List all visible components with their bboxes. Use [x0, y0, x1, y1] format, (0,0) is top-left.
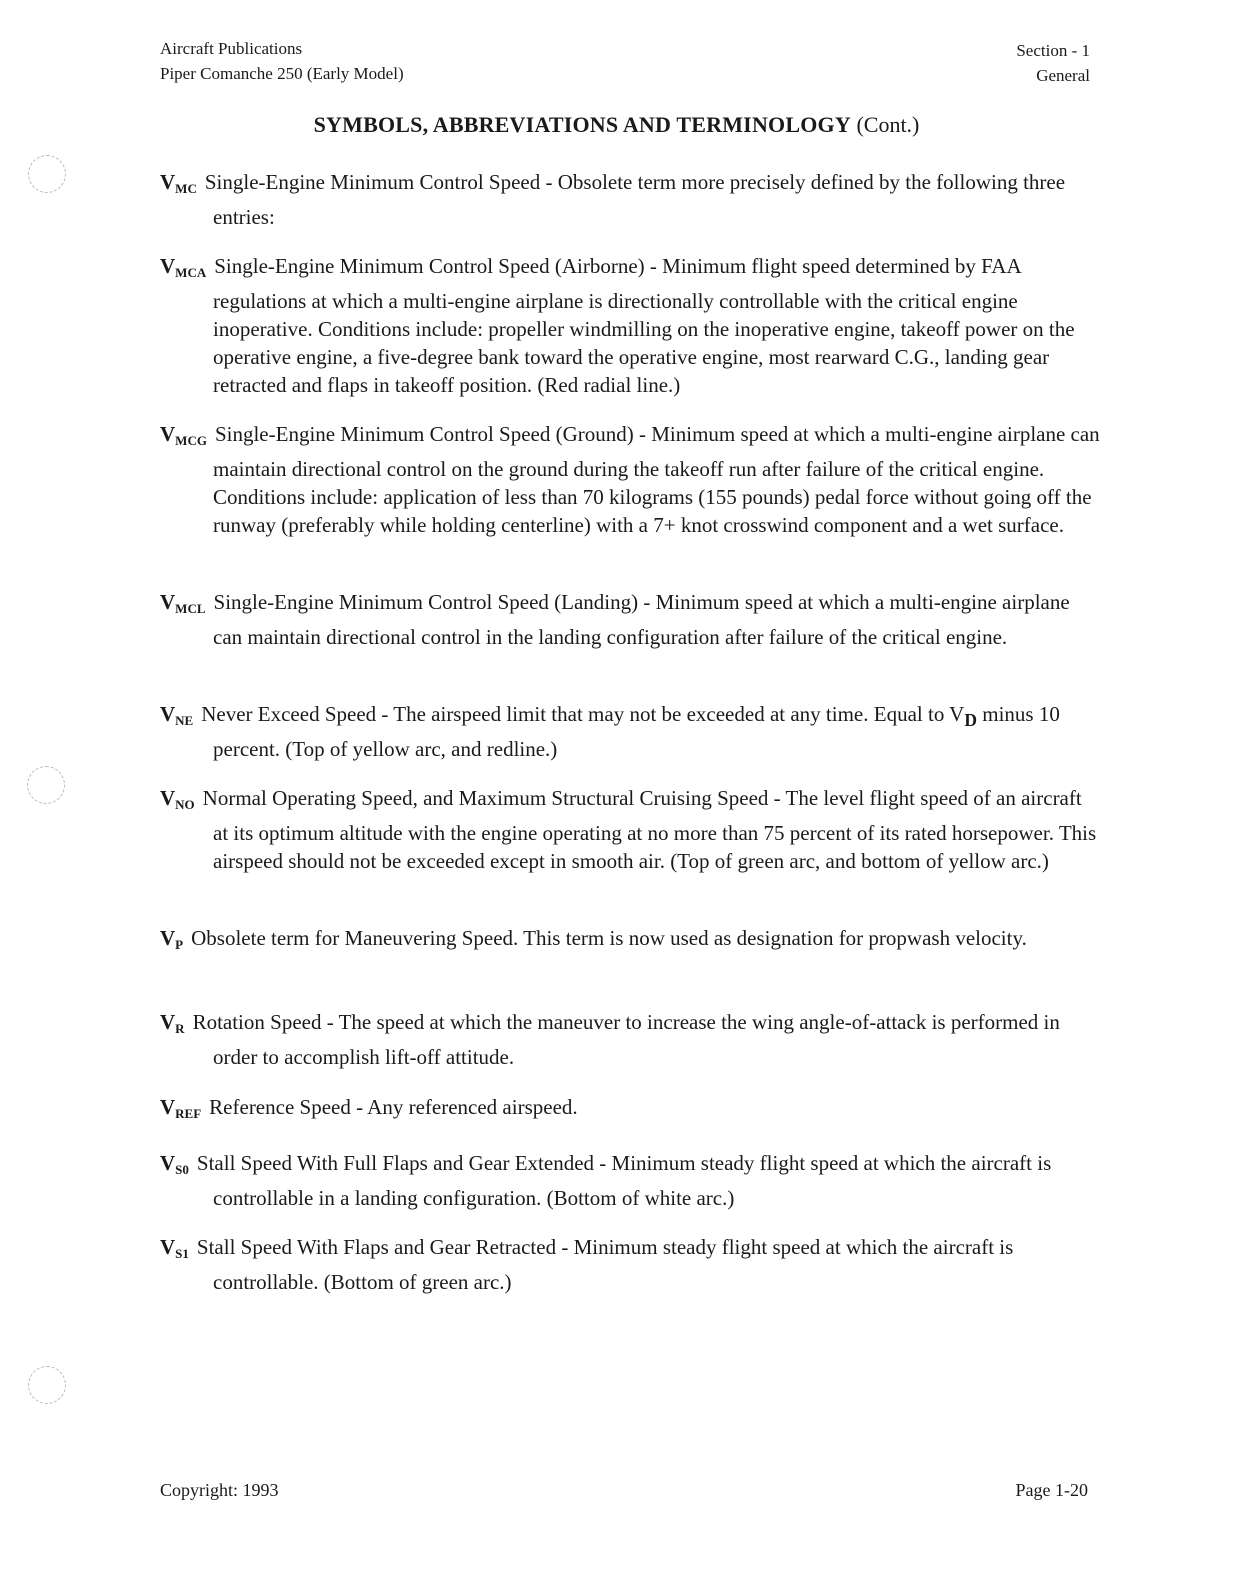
term-symbol: $V_{S1}$: [160, 1235, 189, 1261]
term-definition: Single-Engine Minimum Control Speed (Airborne) - Minimum flight speed determined by FAA regulations at which a multi-engine airplane is directionally controllable with the critical engine inoperative. Conditions include: propeller windmilling on the inoperative engine, takeoff power on the operative engine, a five-degree bank toward the operative engine, most rearward C.G., landing gear retracted and flaps in takeoff position. (Red radial line.): [213, 254, 1075, 397]
page-number: Page 1-20: [1015, 1480, 1088, 1500]
section-name: General: [1036, 66, 1090, 85]
term-symbol: $V_{S0}$: [160, 1151, 189, 1177]
term-definition: Stall Speed With Full Flaps and Gear Extended - Minimum steady flight speed at which the aircraft is controllable in a landing configuration. (Bottom of white arc.): [196, 1151, 1052, 1210]
term-entry-vs1: [160, 1233, 1100, 1296]
term-symbol: $V_{MCG}$: [160, 422, 207, 448]
term-definition: Single-Engine Minimum Control Speed (Ground) - Minimum speed at which a multi-engine airplane can maintain directional control on the ground during the takeoff run after failure of the critical engine. Conditions include: application of less than 70 kilograms (155 pounds) pedal force without going off the runway (preferably while holding centerline) with a 7+ knot crosswind component and a wet surface.: [213, 422, 1100, 537]
term-inline-subscript: D: [964, 710, 977, 731]
term-symbol: $V_{MC}$: [160, 170, 197, 196]
term-definition: Obsolete term for Maneuvering Speed. This term is now used as designation for propwash velocity.: [191, 926, 1027, 950]
aircraft-model: Piper Comanche 250 (Early Model): [160, 64, 404, 83]
term-symbol: $V_{NE}$: [160, 702, 194, 728]
publisher-name: Aircraft Publications: [160, 39, 303, 58]
term-definition: Never Exceed Speed - The airspeed limit that may not be exceeded at any time. Equal to $V_D$ minus 10 percent. (Top of yellow arc, and redline.): [201, 702, 1060, 761]
term-entry-vs0: [160, 1149, 1100, 1212]
term-symbol: $V_{MCL}$: [160, 590, 206, 616]
term-symbol: $V_{MCA}$: [160, 254, 207, 280]
term-symbol: $V_{NO}$: [160, 786, 195, 812]
term-symbol: $V_{REF}$: [160, 1095, 202, 1121]
term-definition: Stall Speed With Flaps and Gear Retracted - Minimum steady flight speed at which the aircraft is controllable. (Bottom of green arc.): [196, 1235, 1014, 1294]
page-title: [0, 111, 1233, 139]
binder-hole: [28, 1366, 66, 1404]
term-entry-vmc: [160, 168, 1100, 231]
term-entry-vr: [160, 1008, 1100, 1071]
page-title-main: SYMBOLS, ABBREVIATIONS AND TERMINOLOGY: [313, 112, 851, 137]
term-definition: Reference Speed - Any referenced airspeed.: [209, 1095, 578, 1119]
term-definition: Normal Operating Speed, and Maximum Structural Cruising Speed - The level flight speed of an aircraft at its optimum altitude with the engine operating at no more than 75 percent of its rated horsepower. This airspeed should not be exceeded except in smooth air. (Top of green arc, and bottom of yellow arc.): [202, 786, 1097, 873]
term-definition: Rotation Speed - The speed at which the maneuver to increase the wing angle-of-attack is performed in order to accomplish lift-off attitude.: [192, 1010, 1060, 1069]
binder-hole: [27, 766, 65, 804]
term-entry-vp: [160, 924, 1100, 959]
term-definition: Single-Engine Minimum Control Speed - Obsolete term more precisely defined by the following three entries:: [204, 170, 1066, 229]
binder-hole: [28, 155, 66, 193]
header-left: [160, 36, 404, 86]
term-entry-vmca: [160, 252, 1100, 399]
term-symbol: $V_R$: [160, 1010, 185, 1036]
term-entry-vref: [160, 1093, 1100, 1128]
term-entry-vno: [160, 784, 1100, 875]
term-entry-vne: [160, 700, 1100, 763]
term-entry-vmcg: [160, 420, 1100, 539]
copyright-notice: Copyright: 1993: [160, 1480, 279, 1500]
term-entry-vmcl: [160, 588, 1100, 651]
term-symbol: $V_P$: [160, 926, 184, 952]
term-definition: Single-Engine Minimum Control Speed (Landing) - Minimum speed at which a multi-engine airplane can maintain directional control in the landing configuration after failure of the critical engine.: [213, 590, 1070, 649]
section-number: Section - 1: [1016, 41, 1090, 60]
page-title-suffix: (Cont.): [850, 112, 920, 137]
header-right: [960, 38, 1090, 88]
